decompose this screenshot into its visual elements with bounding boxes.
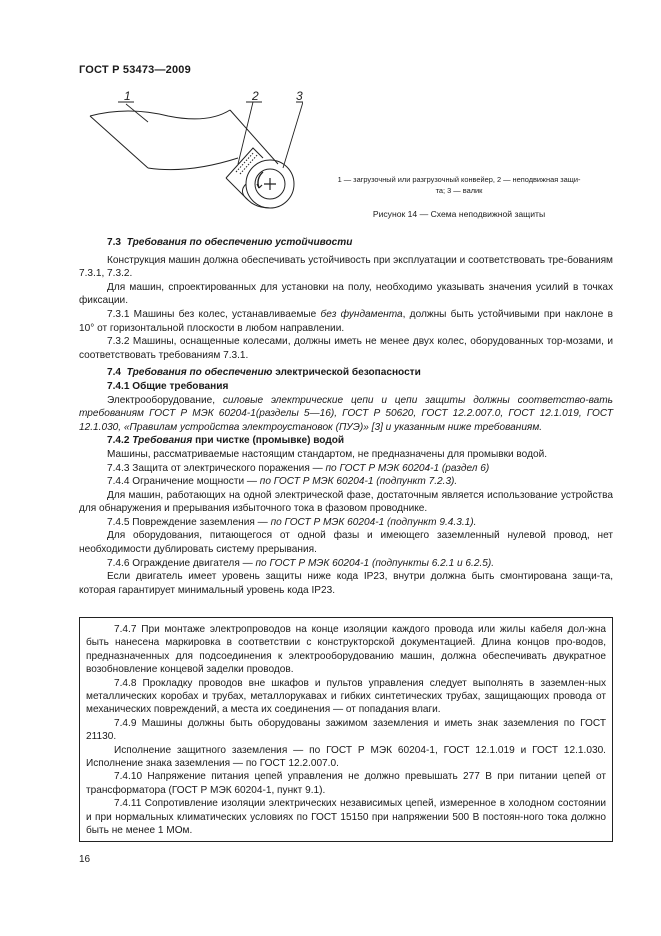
- page-number: 16: [79, 854, 91, 865]
- section-title-italic: Требования по обеспечению: [126, 367, 273, 379]
- figure-caption: Рисунок 14 — Схема неподвижной защиты: [372, 209, 546, 219]
- paragraph: Конструкция машин должна обеспечивать устойчивость при эксплуатации и соответствовать тре-бованиям 7.3.1, 7.3.2.: [79, 254, 613, 280]
- conveyor-belt: [90, 110, 278, 170]
- paragraph-7-4-6: [79, 557, 613, 571]
- paragraph: Исполнение защитного заземления — по ГОСТ Р МЭК 60204-1, ГОСТ 12.1.019 и ГОСТ 12.1.030. Исполнение знака заземления — по ГОСТ 12.2.007.0.: [86, 744, 606, 770]
- paragraph: Для машин, работающих на одной электрической фазе, достаточным является использование устройства для обнаружения и прерывания избыточного тока в фазовом проводнике.: [79, 489, 613, 515]
- paragraph-7-4-7: 7.4.7 При монтаже электропроводов на конце изоляции каждого провода или жилы кабеля дол-жна быть нанесена маркировка в соответствии с конструкторской документацией. Длина концов про-водов, предназначенных для подсоединения к электрооборудованию машин, должна обеспечивать двукратное возобновление концевой заделки проводов.: [86, 624, 606, 676]
- text: при чистке (промывке) водой: [192, 435, 345, 447]
- text-italic: по ГОСТ Р МЭК 60204-1 (подпункт 7.2.3).: [259, 476, 458, 488]
- text: 7.4.6 Ограждение двигателя —: [107, 557, 256, 569]
- text-italic: Требования: [132, 435, 193, 447]
- text: 7.4.3 Защита от электрического поражения —: [107, 462, 326, 474]
- figure-legend: [305, 174, 613, 196]
- paragraph: Для оборудования, питающегося от одной фазы и имеющего заземленный нулевой провод, нет необходимости дублировать систему прерывания.: [79, 530, 613, 556]
- text-italic: силовые электрические цепи и цепи защиты должны соответство-вать требованиям ГОСТ Р МЭК 60204-1(разделы 5—16), ГОСТ Р 50620, ГОСТ 12.2.007.0, ГОСТ 12.1.019, ГОСТ 12.1.030, «Правилам устройства электроустановок (ПУЭ)» [3] и указанным ниже требованиям.: [79, 394, 613, 433]
- figure-14-diagram: [88, 88, 303, 218]
- paragraph-7-4-4: [79, 475, 613, 489]
- section-title: Требования по обеспечению устойчивости: [126, 237, 353, 248]
- paragraph-7-4-10: 7.4.10 Напряжение питания цепей управления не должно превышать 277 В при питании цепей от трансформатора (ГОСТ Р МЭК 60204-1, пункт 9.1).: [86, 771, 606, 796]
- text-italic: без фундамента: [320, 308, 403, 320]
- figure-legend-line: 1 — загрузочный или разгрузочный конвейер, 2 — неподвижная защи-: [337, 175, 581, 184]
- roller: [242, 160, 294, 208]
- paragraph: Для машин, спроектированных для установки на полу, необходимо указывать значения усилий в точках фиксации.: [79, 281, 613, 307]
- figure-label-2: 2: [252, 89, 259, 103]
- figure-label-3: 3: [296, 89, 303, 103]
- amendment-box: [79, 617, 613, 842]
- paragraph-7-4-2: Машины, рассматриваемые настоящим стандартом, не предназначены для промывки водой.: [107, 448, 548, 460]
- figure-label-1: 1: [124, 89, 131, 103]
- figure-legend-line: та; 3 — валик: [435, 186, 483, 195]
- paragraph-7-3-2: 7.3.2 Машины, оснащенные колесами, должны иметь не менее двух колес, оборудованных тор-мозами, и соответствовать требованиям 7.3.1.: [79, 336, 613, 361]
- paragraph-7-4-8: 7.4.8 Прокладку проводов вне шкафов и пультов управления следует выполнять в заземлен-ных металлических коробах и трубах, металлорукавах и гибких синтетических трубах, защищающих провода от механических повреждений, а места их соединения — от попадания влаги.: [86, 677, 606, 716]
- section-heading-7-3: [79, 236, 613, 250]
- text-italic: по ГОСТ Р МЭК 60204-1 (подпункт 9.4.3.1).: [270, 516, 477, 528]
- paragraph-7-3-1: [79, 308, 613, 335]
- paragraph: Если двигатель имеет уровень защиты ниже кода IP23, внутри должна быть смонтирована защи-та, которая гарантирует минимальный уровень кода IP23.: [79, 571, 613, 596]
- section-number: 7.3: [107, 237, 122, 248]
- document-header: ГОСТ Р 53473—2009: [79, 64, 191, 76]
- section-heading-7-4: [79, 366, 613, 380]
- paragraph-7-4-5: [79, 516, 613, 530]
- text: 7.3.1 Машины без колес, устанавливаемые: [107, 308, 321, 320]
- paragraph-7-4-3: [79, 462, 613, 476]
- paragraph-7-4-11: 7.4.11 Сопротивление изоляции электрических независимых цепей, измеренное в холодном состоянии и при нормальных климатических условиях по ГОСТ 15150 при напряжении 500 В постоян-ного тока должно быть не менее 1 МОм.: [86, 798, 606, 837]
- paragraph-7-4-1: [79, 394, 613, 435]
- text: Электрооборудование,: [107, 394, 223, 406]
- document-body: [79, 236, 613, 597]
- text: 7.4.2: [107, 435, 133, 447]
- text: , должны быть устойчивыми при наклоне в 10° от горизонтальной плоскости в любом направлении.: [79, 308, 613, 334]
- section-title: электрической безопасности: [272, 367, 421, 379]
- text-italic: по ГОСТ Р МЭК 60204-1 (раздел 6): [325, 462, 490, 474]
- text: 7.4.5 Повреждение заземления —: [107, 516, 271, 528]
- text-italic: по ГОСТ Р МЭК 60204-1 (подпункты 6.2.1 и 6.2.5).: [255, 557, 495, 569]
- subsection-heading-7-4-2: [79, 434, 613, 448]
- section-number: 7.4: [107, 367, 122, 379]
- paragraph-7-4-9: 7.4.9 Машины должны быть оборудованы зажимом заземления и иметь знак заземления по ГОСТ 21130.: [86, 717, 606, 743]
- subsection-heading-7-4-1: 7.4.1 Общие требования: [107, 380, 229, 392]
- text: 7.4.4 Ограничение мощности —: [107, 476, 260, 488]
